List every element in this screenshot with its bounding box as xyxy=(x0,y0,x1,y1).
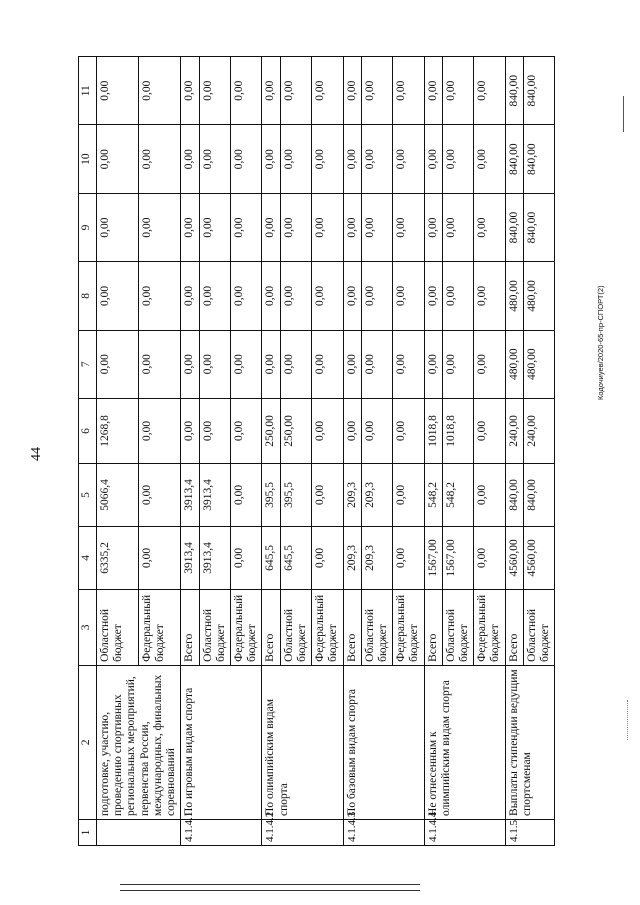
value-cell: 0,00 xyxy=(343,262,361,330)
value-cell: 840,00 xyxy=(523,464,554,527)
value-cell: 4560,00 xyxy=(523,526,554,589)
item-code xyxy=(97,819,181,845)
item-code: 4.1.4.1 xyxy=(181,819,262,845)
value-cell: 0,00 xyxy=(199,125,230,193)
value-cell: 0,00 xyxy=(424,125,442,193)
page-number: 44 xyxy=(29,447,44,461)
funding-source: Всего xyxy=(424,589,442,665)
value-cell: 480,00 xyxy=(505,262,523,330)
value-cell: 0,00 xyxy=(361,262,392,330)
value-cell: 0,00 xyxy=(199,262,230,330)
value-cell: 209,3 xyxy=(343,526,361,589)
value-cell: 0,00 xyxy=(280,193,311,261)
item-code: 4.1.4.2 xyxy=(262,819,343,845)
value-cell: 0,00 xyxy=(181,125,199,193)
value-cell: 0,00 xyxy=(393,193,424,261)
value-cell: 0,00 xyxy=(424,262,442,330)
value-cell: 0,00 xyxy=(262,330,280,398)
value-cell: 0,00 xyxy=(230,57,261,125)
table-row xyxy=(505,57,523,846)
value-cell: 548,2 xyxy=(442,464,473,527)
value-cell: 0,00 xyxy=(442,262,473,330)
value-cell: 0,00 xyxy=(442,125,473,193)
value-cell: 0,00 xyxy=(181,57,199,125)
value-cell: 0,00 xyxy=(424,57,442,125)
table-row xyxy=(424,57,442,846)
funding-source: Всего xyxy=(505,589,523,665)
value-cell: 0,00 xyxy=(230,262,261,330)
value-cell: 548,2 xyxy=(424,464,442,527)
value-cell: 0,00 xyxy=(312,330,343,398)
document-code: Кодочиуев/2020-65-пр-СПОРТ(2) xyxy=(596,285,605,400)
value-cell: 0,00 xyxy=(393,262,424,330)
value-cell: 0,00 xyxy=(280,262,311,330)
value-cell: 0,00 xyxy=(393,57,424,125)
budget-table xyxy=(78,56,555,846)
value-cell: 0,00 xyxy=(230,330,261,398)
value-cell: 840,00 xyxy=(505,125,523,193)
value-cell: 0,00 xyxy=(139,526,181,589)
value-cell: 0,00 xyxy=(139,330,181,398)
item-name: Не отнесенным к олимпийским видам спорта xyxy=(424,665,505,819)
value-cell: 0,00 xyxy=(361,125,392,193)
value-cell: 0,00 xyxy=(312,398,343,463)
funding-source: Федеральный бюджет xyxy=(139,589,181,665)
value-cell: 0,00 xyxy=(139,464,181,527)
value-cell: 0,00 xyxy=(139,398,181,463)
value-cell: 209,3 xyxy=(361,526,392,589)
value-cell: 0,00 xyxy=(424,330,442,398)
value-cell: 0,00 xyxy=(139,193,181,261)
value-cell: 0,00 xyxy=(343,125,361,193)
value-cell: 3913,4 xyxy=(199,526,230,589)
value-cell: 840,00 xyxy=(523,57,554,125)
value-cell: 0,00 xyxy=(139,57,181,125)
value-cell: 0,00 xyxy=(230,464,261,527)
value-cell: 0,00 xyxy=(474,125,505,193)
value-cell: 395,5 xyxy=(280,464,311,527)
value-cell: 0,00 xyxy=(442,330,473,398)
value-cell: 1268,8 xyxy=(97,398,139,463)
value-cell: 0,00 xyxy=(280,330,311,398)
column-header: 8 xyxy=(79,262,97,330)
value-cell: 0,00 xyxy=(199,57,230,125)
value-cell: 0,00 xyxy=(474,526,505,589)
column-header: 7 xyxy=(79,330,97,398)
item-code: 4.1.4.4 xyxy=(424,819,505,845)
funding-source: Областной бюджет xyxy=(97,589,139,665)
value-cell: 240,00 xyxy=(523,398,554,463)
funding-source: Областной бюджет xyxy=(280,589,311,665)
value-cell: 1567,00 xyxy=(442,526,473,589)
value-cell: 1018,8 xyxy=(424,398,442,463)
value-cell: 0,00 xyxy=(230,398,261,463)
value-cell: 840,00 xyxy=(523,193,554,261)
funding-source: Областной бюджет xyxy=(442,589,473,665)
value-cell: 0,00 xyxy=(312,193,343,261)
column-header: 2 xyxy=(79,665,97,819)
value-cell: 0,00 xyxy=(199,330,230,398)
value-cell: 480,00 xyxy=(523,262,554,330)
value-cell: 1018,8 xyxy=(442,398,473,463)
value-cell: 0,00 xyxy=(312,125,343,193)
value-cell: 0,00 xyxy=(139,125,181,193)
value-cell: 0,00 xyxy=(199,193,230,261)
value-cell: 0,00 xyxy=(361,330,392,398)
value-cell: 0,00 xyxy=(230,125,261,193)
item-name: Выплаты стипендии ведущим спортсменам xyxy=(505,665,555,819)
funding-source: Всего xyxy=(262,589,280,665)
value-cell: 0,00 xyxy=(361,398,392,463)
value-cell: 0,00 xyxy=(312,464,343,527)
value-cell: 0,00 xyxy=(361,57,392,125)
value-cell: 0,00 xyxy=(442,57,473,125)
value-cell: 840,00 xyxy=(505,57,523,125)
value-cell: 0,00 xyxy=(181,262,199,330)
column-header: 10 xyxy=(79,125,97,193)
value-cell: 0,00 xyxy=(474,57,505,125)
value-cell: 0,00 xyxy=(97,125,139,193)
value-cell: 395,5 xyxy=(262,464,280,527)
value-cell: 0,00 xyxy=(474,464,505,527)
value-cell: 0,00 xyxy=(474,262,505,330)
column-header: 11 xyxy=(79,57,97,125)
value-cell: 0,00 xyxy=(312,262,343,330)
bottom-line xyxy=(120,890,420,891)
value-cell: 0,00 xyxy=(199,398,230,463)
value-cell: 0,00 xyxy=(262,57,280,125)
value-cell: 0,00 xyxy=(181,398,199,463)
value-cell: 0,00 xyxy=(393,464,424,527)
item-code: 4.1.4.3 xyxy=(343,819,424,845)
value-cell: 0,00 xyxy=(343,193,361,261)
value-cell: 1567,00 xyxy=(424,526,442,589)
value-cell: 250,00 xyxy=(280,398,311,463)
value-cell: 3913,4 xyxy=(199,464,230,527)
value-cell: 250,00 xyxy=(262,398,280,463)
value-cell: 0,00 xyxy=(312,526,343,589)
value-cell: 209,3 xyxy=(361,464,392,527)
value-cell: 0,00 xyxy=(139,262,181,330)
item-name: По олимпийским видам спорта xyxy=(262,665,343,819)
value-cell: 0,00 xyxy=(262,125,280,193)
table-row xyxy=(343,57,361,846)
column-header: 4 xyxy=(79,526,97,589)
column-header: 1 xyxy=(79,819,97,845)
table-row xyxy=(97,57,139,846)
value-cell: 645,5 xyxy=(262,526,280,589)
funding-source: Областной бюджет xyxy=(523,589,554,665)
value-cell: 0,00 xyxy=(361,193,392,261)
column-header: 5 xyxy=(79,464,97,527)
funding-source: Федеральный бюджет xyxy=(393,589,424,665)
value-cell: 840,00 xyxy=(505,193,523,261)
value-cell: 0,00 xyxy=(230,193,261,261)
rotated-table-container xyxy=(78,56,585,846)
funding-source: Областной бюджет xyxy=(361,589,392,665)
value-cell: 0,00 xyxy=(280,57,311,125)
header-row xyxy=(79,57,97,846)
value-cell: 0,00 xyxy=(97,193,139,261)
value-cell: 0,00 xyxy=(393,526,424,589)
scan-mark xyxy=(623,96,632,132)
value-cell: 0,00 xyxy=(442,193,473,261)
value-cell: 0,00 xyxy=(97,262,139,330)
value-cell: 0,00 xyxy=(312,57,343,125)
value-cell: 5066,4 xyxy=(97,464,139,527)
value-cell: 0,00 xyxy=(474,193,505,261)
funding-source: Федеральный бюджет xyxy=(312,589,343,665)
column-header: 6 xyxy=(79,398,97,463)
item-name: По базовым видам спорта xyxy=(343,665,424,819)
value-cell: 0,00 xyxy=(343,57,361,125)
funding-source: Областной бюджет xyxy=(199,589,230,665)
scan-mark xyxy=(627,700,634,740)
value-cell: 209,3 xyxy=(343,464,361,527)
value-cell: 0,00 xyxy=(181,330,199,398)
value-cell: 0,00 xyxy=(97,330,139,398)
value-cell: 0,00 xyxy=(262,262,280,330)
value-cell: 480,00 xyxy=(523,330,554,398)
value-cell: 0,00 xyxy=(280,125,311,193)
column-header: 3 xyxy=(79,589,97,665)
value-cell: 0,00 xyxy=(343,398,361,463)
value-cell: 240,00 xyxy=(505,398,523,463)
value-cell: 3913,4 xyxy=(181,526,199,589)
funding-source: Всего xyxy=(181,589,199,665)
item-code: 4.1.5 xyxy=(505,819,555,845)
value-cell: 0,00 xyxy=(262,193,280,261)
value-cell: 4560,00 xyxy=(505,526,523,589)
value-cell: 0,00 xyxy=(393,398,424,463)
value-cell: 0,00 xyxy=(474,398,505,463)
value-cell: 840,00 xyxy=(523,125,554,193)
item-name: По игровым видам спорта xyxy=(181,665,262,819)
item-name: подготовке, участию, проведению спортивных региональных мероприятий, первенства России, международных, финальных соревнований xyxy=(97,665,181,819)
funding-source: Всего xyxy=(343,589,361,665)
value-cell: 645,5 xyxy=(280,526,311,589)
column-header: 9 xyxy=(79,193,97,261)
value-cell: 0,00 xyxy=(393,125,424,193)
funding-source: Федеральный бюджет xyxy=(230,589,261,665)
value-cell: 6335,2 xyxy=(97,526,139,589)
table-body xyxy=(97,57,555,846)
table-row xyxy=(181,57,199,846)
value-cell: 480,00 xyxy=(505,330,523,398)
value-cell: 0,00 xyxy=(343,330,361,398)
value-cell: 0,00 xyxy=(474,330,505,398)
value-cell: 0,00 xyxy=(181,193,199,261)
value-cell: 3913,4 xyxy=(181,464,199,527)
funding-source: Федеральный бюджет xyxy=(474,589,505,665)
value-cell: 840,00 xyxy=(505,464,523,527)
value-cell: 0,00 xyxy=(230,526,261,589)
bottom-line xyxy=(120,884,420,885)
value-cell: 0,00 xyxy=(424,193,442,261)
value-cell: 0,00 xyxy=(97,57,139,125)
value-cell: 0,00 xyxy=(393,330,424,398)
table-row xyxy=(262,57,280,846)
